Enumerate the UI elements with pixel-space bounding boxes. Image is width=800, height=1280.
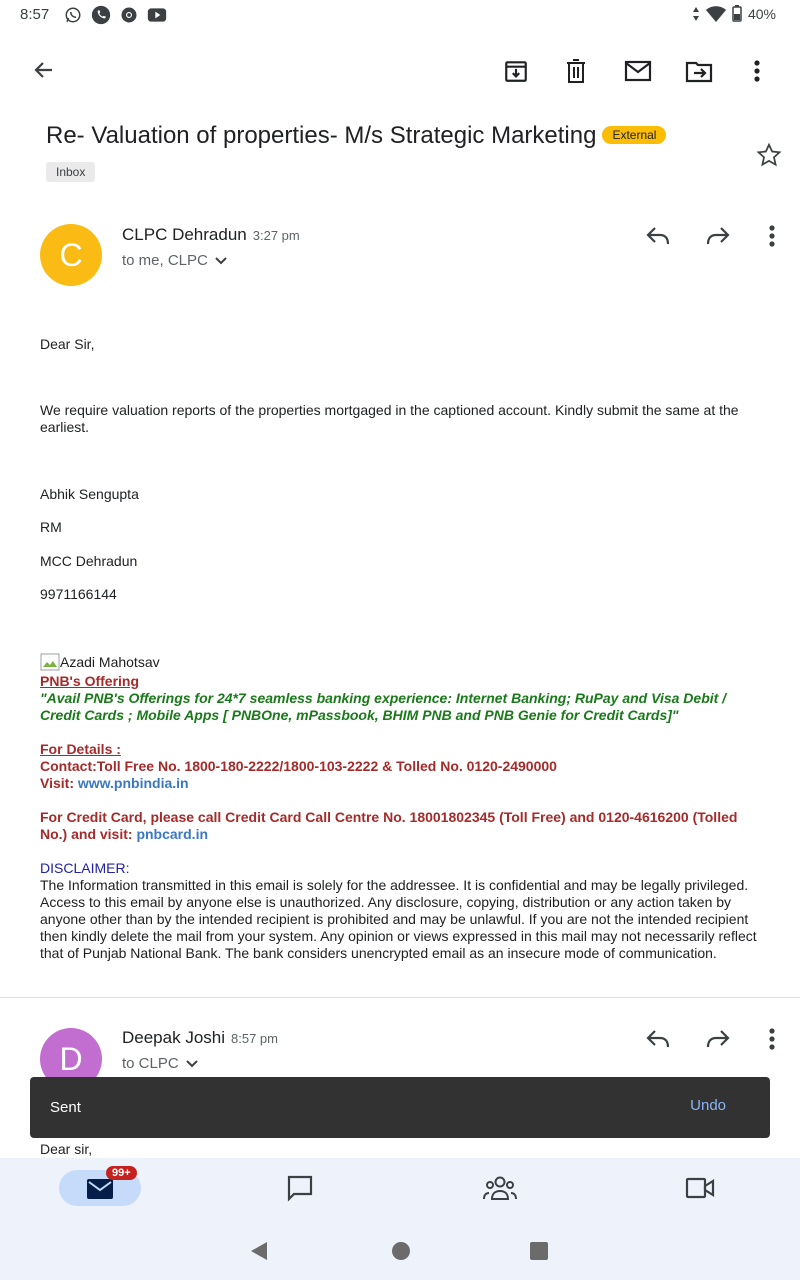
avatar-letter: D <box>59 1040 83 1077</box>
status-right <box>692 5 776 22</box>
more-vert-icon <box>754 59 760 83</box>
delete-icon <box>564 58 588 84</box>
signature-title: RM <box>40 519 62 535</box>
contact-line: Contact:Toll Free No. 1800-180-2222/1800-103-2222 & Tolled No. 0120-2490000 <box>40 758 557 774</box>
forward-icon <box>705 1029 731 1049</box>
more-vert-icon <box>769 1027 775 1051</box>
sender-line-2 <box>122 1028 278 1048</box>
details-heading: For Details : <box>40 741 121 757</box>
youtube-icon <box>147 7 167 23</box>
message-time: 3:27 pm <box>252 228 300 243</box>
whatsapp-icon <box>64 6 82 24</box>
chat-icon <box>286 1174 314 1202</box>
triangle-back-icon <box>248 1240 270 1262</box>
broken-image-icon <box>40 653 60 671</box>
wifi-icon <box>706 6 726 22</box>
circle-home-icon <box>391 1241 411 1261</box>
delete-button[interactable] <box>561 56 591 86</box>
greeting-2: Dear sir, <box>40 1141 93 1157</box>
undo-button[interactable]: Undo <box>690 1097 726 1114</box>
inbox-label-chip[interactable]: Inbox <box>46 162 95 182</box>
sender-name: Deepak Joshi <box>122 1028 226 1047</box>
back-arrow-icon <box>32 58 56 82</box>
sender-avatar[interactable] <box>40 224 102 286</box>
reply-button[interactable] <box>642 222 674 250</box>
nav-chat[interactable] <box>282 1172 318 1204</box>
battery-level: 40% <box>747 5 776 22</box>
more-vert-icon <box>769 224 775 248</box>
credit-card-line <box>40 809 765 843</box>
meet-icon <box>685 1177 715 1199</box>
broken-image <box>40 653 765 671</box>
reply-icon <box>645 226 671 246</box>
recipients-text: to me, CLPC <box>122 252 208 269</box>
disclaimer-text: The Information transmitted in this email is solely for the addressee. It is confidential and may be legally privileged. Access to this email by anyone else is unauthorized. Any disclosure, copying, distribution or any action taken by anyone other than by the intended recipient is prohibited and may be unlawful. If you are not the intended recipient then kindly delete the mail from your system. Any opinion or views expressed in this mail may not necessarily reflect that of Punjab National Bank. The bank considers unencrypted email as an insecure mode of communication. <box>40 877 757 961</box>
offering-text: "Avail PNB's Offerings for 24*7 seamless banking experience: Internet Banking; RuPay and Visa Debit / Credit Cards ; Mobile Apps [ PNBOne, mPassbook, BHIM PNB and PNB Genie for Credit Cards]" <box>40 690 727 723</box>
more-options-button[interactable] <box>745 56 769 86</box>
forward-icon <box>705 226 731 246</box>
archive-icon <box>503 58 529 84</box>
sender-line <box>122 225 300 245</box>
recipients-toggle-2[interactable] <box>122 1055 199 1072</box>
snackbar-text: Sent <box>50 1099 81 1116</box>
mark-unread-icon <box>624 60 652 82</box>
star-button[interactable] <box>754 140 784 170</box>
external-badge: External <box>602 126 666 144</box>
signature-office: MCC Dehradun <box>40 553 138 569</box>
archive-button[interactable] <box>500 56 532 86</box>
chevron-down-icon <box>185 1059 199 1069</box>
pnbindia-link[interactable]: www.pnbindia.in <box>77 775 189 791</box>
reply-icon <box>645 1029 671 1049</box>
status-app-icons <box>64 5 167 25</box>
message-more-button-2[interactable] <box>760 1025 784 1053</box>
greeting: Dear Sir, <box>40 336 95 352</box>
back-button[interactable] <box>28 56 60 84</box>
subject-line <box>46 122 666 150</box>
snackbar <box>30 1077 770 1138</box>
recipients-text: to CLPC <box>122 1055 179 1072</box>
status-time: 8:57 <box>20 6 50 23</box>
mail-badge: 99+ <box>106 1166 137 1180</box>
system-home-button[interactable] <box>388 1238 414 1264</box>
chevron-down-icon <box>214 256 228 266</box>
move-to-icon <box>685 59 713 83</box>
system-recents-button[interactable] <box>526 1238 552 1264</box>
signature-phone: 9971166144 <box>40 586 117 602</box>
signature-name: Abhik Sengupta <box>40 486 139 502</box>
offering-heading: PNB's Offering <box>40 673 140 689</box>
square-recents-icon <box>529 1241 549 1261</box>
battery-icon <box>732 5 742 22</box>
credit-card-text: For Credit Card, please call Credit Card Call Centre No. 18001802345 (Toll Free) and 0120-4616200 (Tolled No.) and visit: <box>40 809 738 842</box>
reply-button-2[interactable] <box>642 1025 674 1053</box>
nav-meet[interactable] <box>682 1172 718 1204</box>
phone-icon <box>91 5 111 25</box>
mark-unread-button[interactable] <box>621 56 655 86</box>
star-icon <box>756 142 782 168</box>
recipients-toggle[interactable] <box>122 252 228 269</box>
visit-line <box>40 775 765 792</box>
system-back-button[interactable] <box>246 1238 272 1264</box>
spaces-icon <box>483 1175 517 1201</box>
visit-label: Visit: <box>40 775 78 791</box>
body-paragraph: We require valuation reports of the properties mortgaged in the captioned account. Kindly submit the same at the earliest. <box>40 402 739 435</box>
disclaimer-heading: DISCLAIMER: <box>40 860 130 876</box>
mail-icon <box>86 1178 114 1200</box>
avatar-letter: C <box>59 236 83 273</box>
message-time: 8:57 pm <box>231 1031 278 1046</box>
move-to-button[interactable] <box>682 56 716 86</box>
email-subject: Re- Valuation of properties- M/s Strategic Marketing <box>46 122 597 149</box>
bottom-navigation <box>0 1158 800 1280</box>
chrome-icon <box>120 6 138 24</box>
nav-spaces[interactable] <box>480 1172 520 1204</box>
forward-button[interactable] <box>702 222 734 250</box>
forward-button-2[interactable] <box>702 1025 734 1053</box>
pnbcard-link[interactable]: pnbcard.in <box>136 826 209 842</box>
data-arrows-icon <box>692 7 700 21</box>
message-divider <box>0 997 800 998</box>
image-alt-text: Azadi Mahotsav <box>60 653 160 670</box>
sender-name: CLPC Dehradun <box>122 225 247 244</box>
message-more-button[interactable] <box>760 222 784 250</box>
